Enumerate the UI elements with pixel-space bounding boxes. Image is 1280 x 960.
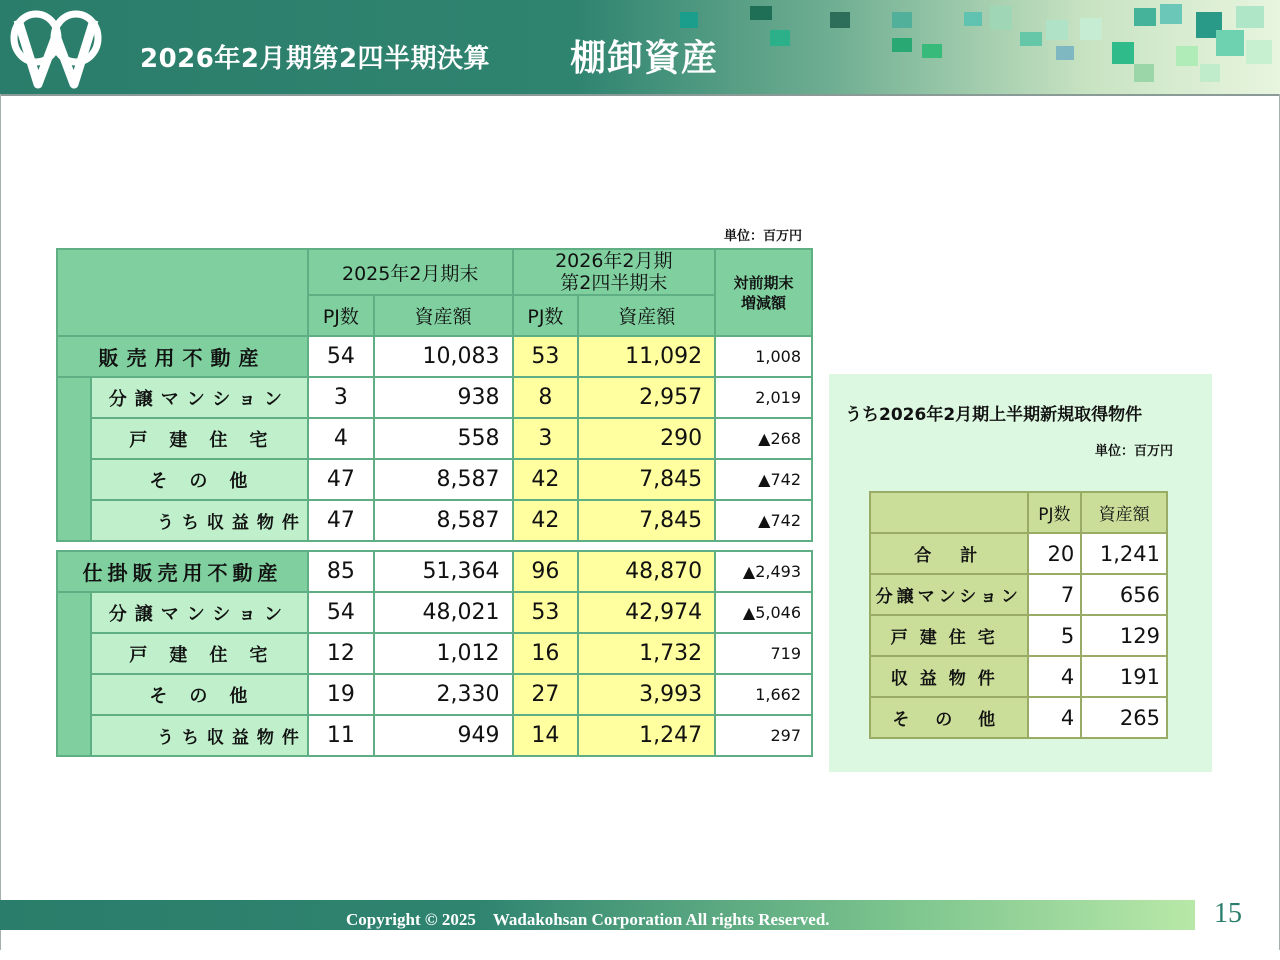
row-label: 戸 建 住 宅: [91, 418, 308, 459]
side-cell-pj: 5: [1028, 615, 1082, 656]
decor-square: [1216, 30, 1244, 56]
unit-label: 単位：百万円: [724, 229, 803, 244]
row-label: うち収益物件: [91, 715, 308, 756]
side-col-asset: 資産額: [1081, 492, 1167, 533]
decor-square: [1080, 18, 1102, 40]
decor-square: [1160, 4, 1182, 24]
cell-a25: 949: [374, 715, 513, 756]
cell-a26: 7,845: [578, 459, 715, 500]
side-cell-asset: 191: [1081, 656, 1167, 697]
wadakohsan-logo-icon: [8, 6, 104, 90]
panel-title: うち2026年2月期上半期新規取得物件: [845, 405, 1143, 425]
decor-square: [1236, 6, 1264, 28]
cell-pj25: 54: [308, 592, 374, 633]
cell-diff: 1,662: [715, 674, 812, 715]
decor-square: [1020, 32, 1042, 46]
cell-pj25: 47: [308, 459, 374, 500]
cell-a25: 51,364: [374, 551, 513, 592]
decor-square: [830, 12, 850, 28]
side-row: [870, 697, 1167, 738]
side-cell-pj: 20: [1028, 533, 1082, 574]
cell-diff: ▲5,046: [715, 592, 812, 633]
header-banner: [0, 0, 1280, 94]
cell-pj26: 8: [513, 377, 579, 418]
table-row: [57, 674, 812, 715]
col-2026-line2: 第2四半期末: [560, 272, 668, 294]
side-col-pj: PJ数: [1028, 492, 1082, 533]
table-gap: [57, 541, 812, 551]
cell-pj26: 14: [513, 715, 579, 756]
cell-diff: 719: [715, 633, 812, 674]
decor-square: [1112, 42, 1134, 64]
cell-a25: 1,012: [374, 633, 513, 674]
col-diff: [715, 249, 812, 336]
new-acquisitions-panel: [829, 374, 1212, 772]
decor-square: [1176, 46, 1198, 66]
indent-cell: [57, 377, 91, 541]
decor-square: [990, 6, 1012, 30]
decor-square: [1134, 8, 1156, 26]
cell-pj25: 85: [308, 551, 374, 592]
copyright-text: Copyright © 2025 Wadakohsan Corporation All rights Reserved.: [346, 910, 830, 929]
decor-square: [1056, 46, 1074, 60]
cell-pj25: 12: [308, 633, 374, 674]
col-diff-line2: 増減額: [741, 293, 787, 312]
decor-square: [1134, 64, 1154, 82]
cell-diff: 2,019: [715, 377, 812, 418]
side-cell-asset: 265: [1081, 697, 1167, 738]
page-number: 15: [1214, 898, 1242, 929]
decor-square: [964, 12, 982, 26]
side-cell-asset: 1,241: [1081, 533, 1167, 574]
cell-a25: 938: [374, 377, 513, 418]
decor-square: [922, 44, 942, 58]
side-cell-asset: 656: [1081, 574, 1167, 615]
cell-a25: 558: [374, 418, 513, 459]
cell-pj26: 53: [513, 592, 579, 633]
cell-a26: 1,732: [578, 633, 715, 674]
cell-diff: 1,008: [715, 336, 812, 377]
new-acquisitions-table: [869, 491, 1168, 739]
cell-a25: 8,587: [374, 500, 513, 541]
inventory-table: [56, 248, 813, 757]
gap-cell: [57, 541, 812, 551]
decor-square: [1200, 64, 1220, 82]
col-pj-2025: PJ数: [308, 295, 374, 336]
col-2025: 2025年2月期末: [308, 249, 513, 295]
cell-a25: 2,330: [374, 674, 513, 715]
header-corner: [57, 249, 308, 336]
cell-diff: ▲268: [715, 418, 812, 459]
header-divider: [0, 94, 1280, 96]
indent-cell: [57, 592, 91, 756]
cell-a25: 10,083: [374, 336, 513, 377]
cell-a26: 42,974: [578, 592, 715, 633]
side-row: [870, 656, 1167, 697]
table-row: [57, 715, 812, 756]
col-pj-2026: PJ数: [513, 295, 579, 336]
table-row: [57, 500, 812, 541]
table-row: [57, 633, 812, 674]
cell-a26: 1,247: [578, 715, 715, 756]
cell-a25: 48,021: [374, 592, 513, 633]
cell-pj26: 16: [513, 633, 579, 674]
row-label: 分譲マンション: [91, 592, 308, 633]
table-row: [57, 336, 812, 377]
decor-square: [770, 30, 790, 46]
page-title: 2026年2月期第2四半期決算: [140, 44, 491, 74]
row-label: 戸 建 住 宅: [91, 633, 308, 674]
row-label: そ の 他: [91, 459, 308, 500]
decor-square: [1046, 20, 1068, 40]
table-row: [57, 459, 812, 500]
cell-a25: 8,587: [374, 459, 513, 500]
cell-pj25: 11: [308, 715, 374, 756]
cell-pj26: 53: [513, 336, 579, 377]
section-title: 棚卸資産: [570, 38, 719, 79]
decor-square: [680, 12, 698, 28]
cell-pj26: 3: [513, 418, 579, 459]
panel-unit-label: 単位：百万円: [1095, 444, 1174, 459]
cell-a26: 2,957: [578, 377, 715, 418]
cell-pj25: 54: [308, 336, 374, 377]
decor-square: [892, 12, 912, 28]
side-row: [870, 615, 1167, 656]
col-2026: [513, 249, 716, 295]
cell-a26: 11,092: [578, 336, 715, 377]
row-label: 分譲マンション: [91, 377, 308, 418]
decor-square: [892, 38, 912, 52]
col-asset-2026: 資産額: [578, 295, 715, 336]
table-row: [57, 377, 812, 418]
cell-diff: ▲742: [715, 500, 812, 541]
cell-a26: 290: [578, 418, 715, 459]
cell-pj25: 3: [308, 377, 374, 418]
col-diff-line1: 対前期末: [733, 273, 794, 292]
cell-pj26: 27: [513, 674, 579, 715]
cell-pj25: 19: [308, 674, 374, 715]
decor-square: [1246, 40, 1272, 64]
side-header-corner: [870, 492, 1028, 533]
row-label: うち収益物件: [91, 500, 308, 541]
table-row: [57, 551, 812, 592]
side-cell-pj: 7: [1028, 574, 1082, 615]
cell-pj26: 42: [513, 459, 579, 500]
cell-pj26: 96: [513, 551, 579, 592]
side-row: [870, 574, 1167, 615]
side-cell-pj: 4: [1028, 656, 1082, 697]
cell-a26: 3,993: [578, 674, 715, 715]
table-row: [57, 592, 812, 633]
cell-pj25: 4: [308, 418, 374, 459]
side-row-label: 分譲マンション: [870, 574, 1028, 615]
cell-a26: 7,845: [578, 500, 715, 541]
cell-pj25: 47: [308, 500, 374, 541]
col-asset-2025: 資産額: [374, 295, 513, 336]
side-row: [870, 533, 1167, 574]
cell-pj26: 42: [513, 500, 579, 541]
side-cell-pj: 4: [1028, 697, 1082, 738]
frame-left: [0, 94, 1, 950]
side-cell-asset: 129: [1081, 615, 1167, 656]
col-2026-line1: 2026年2月期: [555, 250, 673, 272]
side-row-label: そ の 他: [870, 697, 1028, 738]
cell-diff: 297: [715, 715, 812, 756]
table-row: [57, 418, 812, 459]
side-row-label: 合 計: [870, 533, 1028, 574]
row-label: そ の 他: [91, 674, 308, 715]
cell-diff: ▲742: [715, 459, 812, 500]
decor-square: [750, 6, 772, 20]
cell-diff: ▲2,493: [715, 551, 812, 592]
side-row-label: 戸建住宅: [870, 615, 1028, 656]
footer-bar: [0, 900, 1195, 930]
row-label: 販売用不動産: [57, 336, 308, 377]
row-label: 仕掛販売用不動産: [57, 551, 308, 592]
cell-a26: 48,870: [578, 551, 715, 592]
side-row-label: 収益物件: [870, 656, 1028, 697]
